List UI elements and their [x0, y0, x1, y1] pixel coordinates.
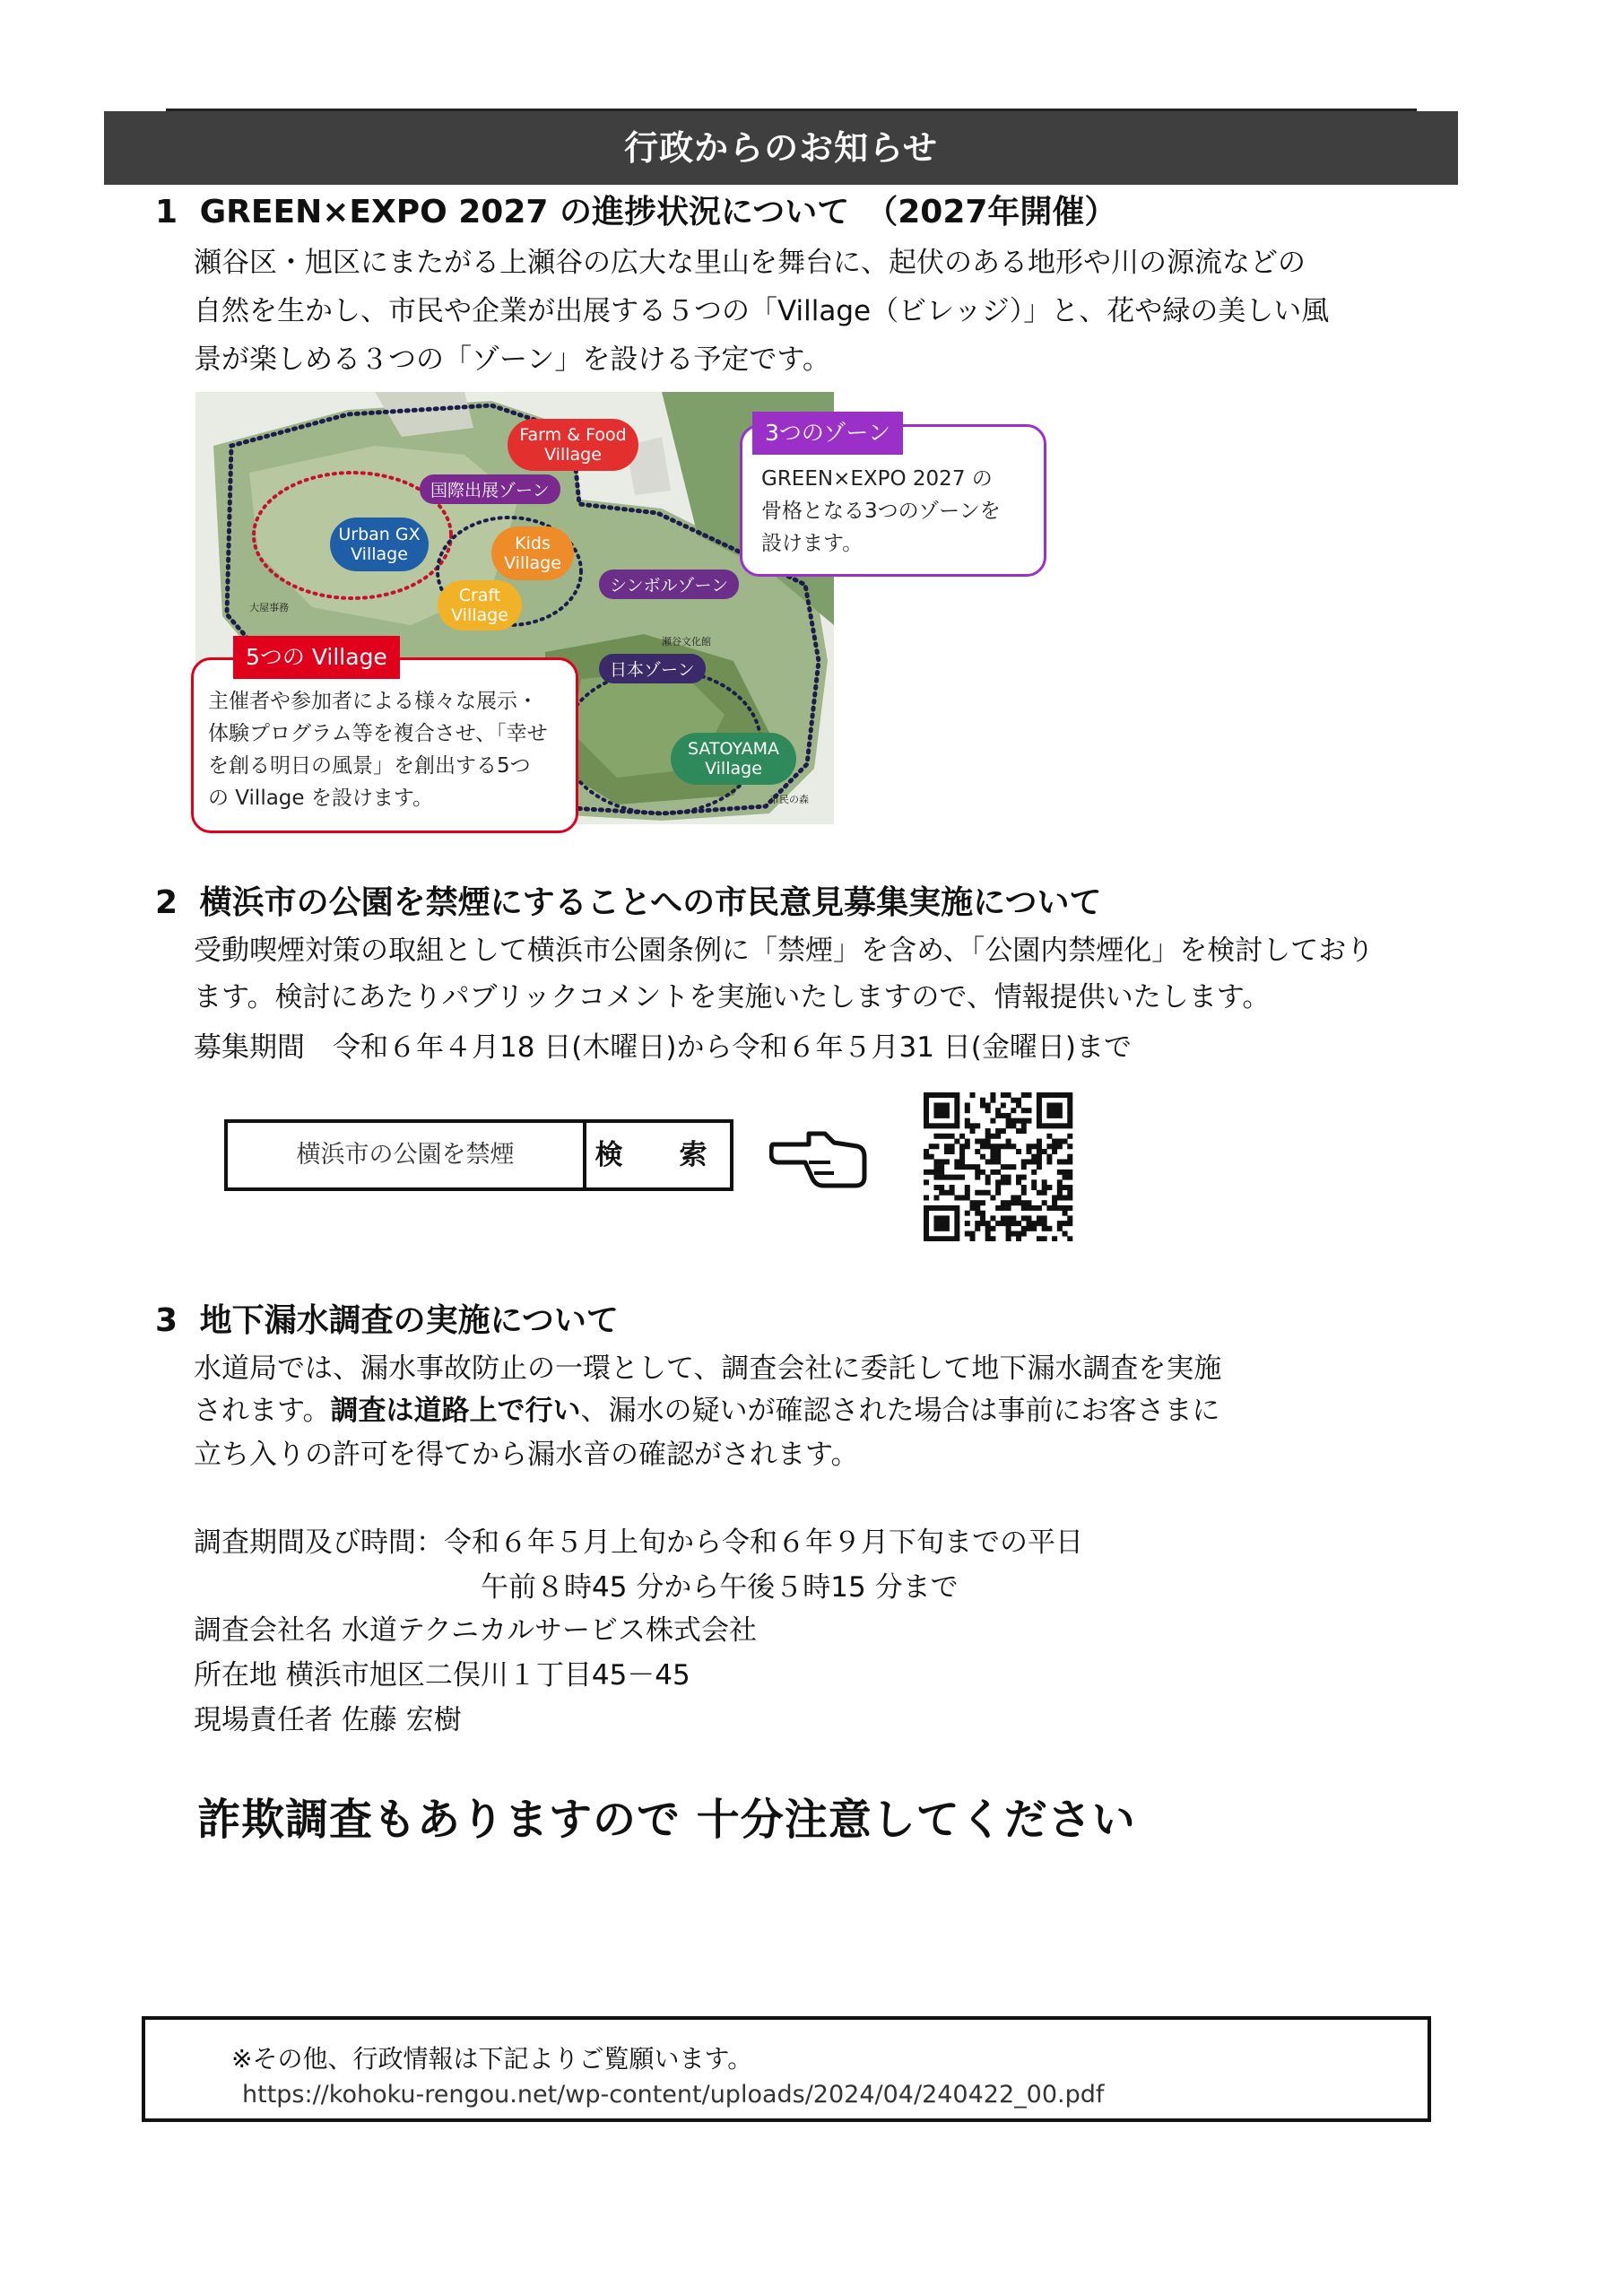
qr-code[interactable]	[922, 1092, 1074, 1241]
section-1-line-3: 景が楽しめる３つの「ゾーン」を設ける予定です。	[194, 344, 830, 376]
survey-time: 午前８時45 分から午後５時15 分まで	[481, 1571, 959, 1604]
section-2-number: 2	[155, 884, 178, 921]
search-input[interactable]: 横浜市の公園を禁煙	[296, 1141, 515, 1169]
zones-tag: 3つのゾーン	[752, 412, 903, 455]
search-button[interactable]: 検 索	[595, 1139, 722, 1171]
zones-callout-text: GREEN×EXPO 2027 の 骨格となる3つのゾーンを 設けます。	[761, 467, 1001, 555]
farm-food-village-bubble: Farm & Food Village	[508, 419, 638, 471]
kids-village-bubble: Kids Village	[491, 526, 574, 580]
map-small-label-3: 市民の森	[769, 794, 809, 805]
section-2-line-1: 受動喫煙対策の取組として横浜市公園条例に「禁煙」を含め、「公園内禁煙化」を検討しており	[194, 935, 1375, 967]
section-3-heading	[155, 1295, 619, 1341]
emphasis-text: 調査は道路上で行い	[330, 1395, 581, 1427]
section-3-line-1: 水道局では、漏水事故防止の一環として、調査会社に委託して地下漏水調査を実施	[194, 1352, 1222, 1385]
map-small-label-2: 瀬谷文化館	[662, 636, 711, 648]
section-3-line-3: 立ち入りの許可を得てから漏水音の確認がされます。	[194, 1439, 859, 1471]
section-1-heading	[155, 187, 1116, 232]
survey-company: 調査会社名 水道テクニカルサービス株式会社	[194, 1614, 757, 1647]
section-1-line-2: 自然を生かし、市民や企業が出展する５つの「Village（ビレッジ）」と、花や緑の美しい風	[194, 295, 1330, 327]
recruitment-period: 募集期間 令和６年４月18 日(木曜日)から令和６年５月31 日(金曜日)まで	[194, 1031, 1132, 1064]
villages-tag: 5つの Village	[233, 636, 400, 679]
symbol-zone-pill: シンボルゾーン	[599, 570, 739, 599]
footer-note: ※その他、行政情報は下記よりご覧願います。	[231, 2044, 753, 2074]
section-1-line-1: 瀬谷区・旭区にまたがる上瀬谷の広大な里山を舞台に、起伏のある地形や川の源流などの	[194, 247, 1306, 279]
pointing-hand-icon	[769, 1119, 870, 1189]
fraud-warning: 詐欺調査もありますので 十分注意してください	[197, 1795, 1136, 1845]
page-title: 行政からのお知らせ	[624, 128, 938, 168]
section-2-heading	[155, 877, 1101, 923]
satoyama-village-bubble: SATOYAMA Village	[671, 733, 796, 785]
kokusai-zone-pill: 国際出展ゾーン	[420, 474, 560, 504]
section-1-title: GREEN×EXPO 2027 の進捗状況について （2027年開催）	[199, 194, 1117, 230]
section-3-number: 3	[155, 1302, 178, 1339]
survey-period: 調査期間及び時間：令和６年５月上旬から令和６年９月下旬までの平日	[194, 1526, 1083, 1559]
map-small-label-1: 大屋事務	[249, 602, 289, 613]
section-3-title: 地下漏水調査の実施について	[199, 1302, 619, 1339]
craft-village-bubble: Craft Village	[438, 580, 522, 631]
villages-callout-text: 主催者や参加者による様々な展示・ 体験プログラム等を複合させ、「幸せ を創る明日の風景」を創出する5つ の Village を設けます。	[208, 690, 548, 810]
nihon-zone-pill: 日本ゾーン	[599, 654, 706, 683]
footer-url-link[interactable]: https://kohoku-rengou.net/wp-content/uploads/2024/04/240422_00.pdf	[242, 2081, 1105, 2109]
section-1-number: 1	[155, 194, 178, 230]
section-2-line-2: ます。検討にあたりパブリックコメントを実施いたしますので、情報提供いたします。	[194, 981, 1271, 1013]
survey-manager: 現場責任者 佐藤 宏樹	[194, 1704, 462, 1736]
section-2-title: 横浜市の公園を禁煙にすることへの市民意見募集実施について	[199, 884, 1102, 921]
urban-gx-village-bubble: Urban GX Village	[330, 517, 429, 571]
survey-address: 所在地 横浜市旭区二俣川１丁目45－45	[194, 1659, 690, 1692]
section-3-line-2: されます。調査は道路上で行い、漏水の疑いが確認された場合は事前にお客さまに	[194, 1395, 1220, 1427]
